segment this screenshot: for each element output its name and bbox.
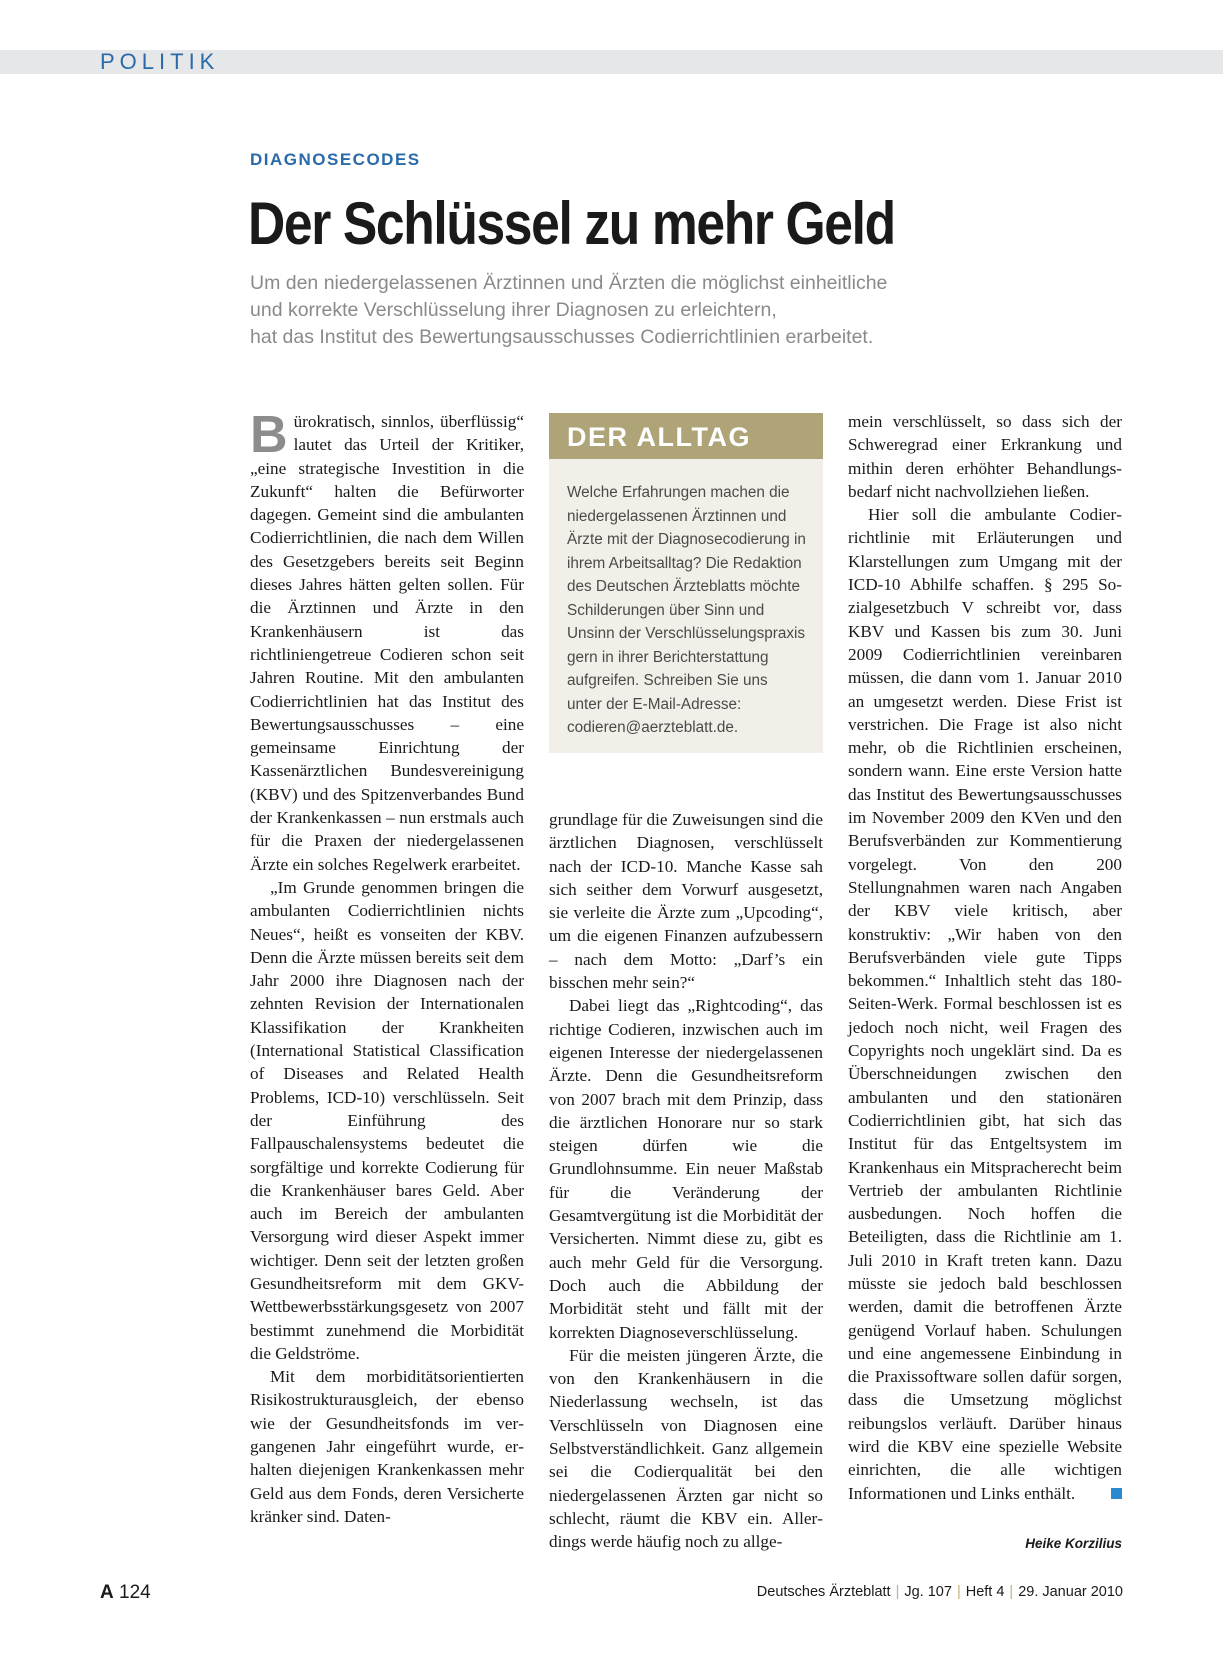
paragraph: „Im Grunde genommen bringen die ambulanten Codierrichtlinien nichts Neues“, heißt es vonseiten der KBV. Denn die Ärzte müssen bereits seit dem Jahr 2000 ihre Diagnosen nach der zehnten Revision der Internationalen Klassifikation der Krankheiten (International Statistical Classification of Diseases and Related Health Problems, ICD-10) verschlüsseln. Seit der Einführung des Fallpauschalensystems bedeutet die sorgfältige und korrekte Codierung für die Krankenhäuser bares Geld. Aber auch im Bereich der ambulanten Versorgung wird dieser Aspekt immer wichtiger. Denn seit der letzten großen Gesundheitsreform mit dem GKV-Wettbewerbsstärkungsgesetz von 2007 bestimmt zunehmend die Morbidität die Geldströme. <box>250 877 524 1363</box>
body-column-2 <box>549 808 823 1554</box>
paragraph: Mit dem morbiditätsorientierten Risikostrukturausgleich, der ebenso wie der Gesundheitsfonds im vergangenen Jahr eingeführt wurde, erhalten diejenigen Krankenkassen mehr Geld aus dem Fonds, deren Versicherte kränker sind. Daten- <box>250 1367 524 1526</box>
info-box-line: des Deutschen Ärzteblatts möchte <box>567 578 800 595</box>
article-lead <box>250 270 1070 351</box>
drop-cap: B <box>250 406 288 464</box>
info-box-line: niedergelassenen Ärztinnen und <box>567 507 787 525</box>
paragraph: Dabei liegt das „Rightcoding“, das richtige Codieren, inzwischen auch im eigenen Interesse der niedergelassenen Ärzte. Denn die Gesundheitsreform von 2007 brach mit dem Prinzip, dass die ärztlichen Honorare nur so stark steigen dürfen wie die Grundlohnsumme. Ein neuer Maßstab für die Veränderung der Gesamtvergütung ist die Morbidität der Versicherten. Nimmt diese zu, gibt es auch mehr Geld für die Versorgung. Doch auch die Abbildung der Morbidität steht und fällt mit der korrekten Diagnoseverschlüsselung. <box>549 996 823 1342</box>
info-box-email-link[interactable]: codieren@aerzteblatt.de. <box>567 719 739 736</box>
info-box-line: unter der E-Mail-Adresse: <box>567 695 742 713</box>
page-number <box>100 1582 151 1604</box>
info-box-line: gern in ihrer Berichterstattung <box>567 648 769 666</box>
paragraph: Für die meisten jüngeren Ärzte, die von den Krankenhäusern in die Niederlassung wechseln, ist das Verschlüsseln von Diagnosen eine Selbstverständlichkeit. Ganz allgemein sei die Codierqualität bei den niedergelassenen Ärzten gar nicht so schlecht, räumt die KBV ein. Allerdings werde häufig noch zu allge- <box>549 1345 823 1552</box>
page-prefix: A <box>100 1582 114 1603</box>
article-kicker: DIAGNOSECODES <box>250 150 421 169</box>
paragraph: mein verschlüsselt, so dass sich der Schweregrad einer Erkrankung und mithin deren erhöhter Behandlungsbedarf nicht nachvollziehen ließen. <box>848 412 1122 501</box>
paragraph-text: ürokratisch, sinnlos, überflüssig“ lautet das Urteil der Kritiker, „eine strategische Investition in die Zukunft“ halten die Befürworter dagegen. Gemeint sind die ambulanten Codierrichtlinien, die nach dem Willen des Gesetzgebers bereits seit Beginn dieses Jahres hätten gelten sollen. Für die Ärztinnen und Ärzte in den Krankenhäusern ist das richtliniengetreue Codieren schon seit Jahren Routine. Mit den ambulanten Codierrichtlinien hat das Institut des Bewertungsausschusses – eine gemeinsame Einrichtung der Kassenärztlichen Bundesvereinigung (KBV) und des Spitzenverbandes Bund der Krankenkassen – nun erstmals auch für die Praxen der niedergelassenen Ärzte ein solches Regelwerk erarbeitet. <box>250 412 524 874</box>
info-box-body <box>549 459 823 740</box>
author-byline: Heike Korzilius <box>1025 1536 1122 1551</box>
footer-separator: | <box>956 1584 961 1600</box>
lead-line: hat das Institut des Bewertungsausschusses Codierrichtlinien erarbeitet. <box>250 326 874 348</box>
paragraph-text: Hier soll die ambulante Codierrichtlinie mit Erläuterungen und Klarstellungen zum Umgang mit der ICD-10 Abhilfe schaffen. § 295 Sozialgesetzbuch V schreibt vor, dass KBV und Kassen bis zum 30. Juni 2009 Codierrichtlinien vereinbaren müssen, die dann vom 1. Januar 2010 an umgesetzt werden. Diese Frist ist verstrichen. Die Frage ist also nicht mehr, ob die Richtlinien erscheinen, sondern wann. Eine erste Version hatte das Institut des Bewertungsausschusses im November 2009 den KVen und den Berufsverbänden zur Kommentierung vorgelegt. Von den 200 Stellungnahmen waren nach Angaben der KBV viele kritisch, aber konstruktiv: „Wir haben von den Berufsverbänden viele gute Tipps bekommen.“ Inhaltlich steht das 180-Seiten-Werk. Formal beschlossen ist es jedoch noch nicht, weil Fragen des Copyrights noch ungeklärt sind. Da es Überschneidungen zwischen den ambulanten und den stationären Codierrichtlinien gibt, hat sich das Institut für das Entgeltsystem im Krankenhaus ein Mitspracherecht beim Vertrieb der ambulanten Richtlinie ausbedungen. Noch hoffen die Beteiligten, dass die Richtlinie am 1. Juli 2010 in Kraft treten kann. Dazu müsste sie jedoch bald beschlossen werden, damit die betroffenen Ärzte genügend Vorlauf haben. Schulungen und eine angemessene Einbindung in die Praxissoftware sollen dafür sorgen, dass die Umsetzung möglichst reibungslos verläuft. Darüber hinaus wird die KBV eine spezielle Website einrichten, die alle wichtigen Informationen und Links enthält. <box>848 505 1122 1503</box>
info-box-title: DER ALLTAG <box>549 413 823 459</box>
info-box-line: Welche Erfahrungen machen die <box>567 484 790 501</box>
body-column-3 <box>848 410 1122 1505</box>
paragraph <box>250 406 524 876</box>
publication-info <box>757 1584 1123 1600</box>
info-box-line: Ärzte mit der Diagnosecodierung in <box>567 531 806 548</box>
issue-date: 29. Januar 2010 <box>1018 1584 1123 1600</box>
publication-name: Deutsches Ärzteblatt <box>756 1584 891 1600</box>
paragraph: grundlage für die Zuweisungen sind die ärztlichen Diagnosen, verschlüsselt nach der ICD-10. Manche Kasse sah sich seither dem Vorwurf ausgesetzt, sie verleite die Ärzte zum „Upcoding“, um die eigenen Finanzen aufzubessern – nach dem Motto: „Darf’s ein bisschen mehr sein?“ <box>549 810 823 993</box>
lead-line: Um den niedergelassenen Ärztinnen und Ärzten die möglichst einheitliche <box>250 272 888 294</box>
paragraph <box>848 503 1122 1505</box>
info-box <box>549 413 823 753</box>
section-label: POLITIK <box>100 49 220 74</box>
body-column-1 <box>250 406 524 1528</box>
info-box-line: Unsinn der Verschlüsselungspraxis <box>567 625 806 642</box>
footer-separator: | <box>1009 1584 1014 1600</box>
info-box-line: ihrem Arbeitsalltag? Die Redaktion <box>567 554 802 572</box>
info-box-line: aufgreifen. Schreiben Sie uns <box>567 672 768 689</box>
info-box-line: Schilderungen über Sinn und <box>567 601 765 619</box>
volume: Jg. 107 <box>904 1584 952 1600</box>
page-number-value: 124 <box>119 1582 151 1603</box>
issue: Heft 4 <box>965 1584 1005 1600</box>
lead-line: und korrekte Verschlüsselung ihrer Diagnosen zu erleichtern, <box>250 299 777 321</box>
end-mark-icon <box>1111 1488 1122 1499</box>
footer-separator: | <box>895 1584 900 1600</box>
article-title: Der Schlüssel zu mehr Geld <box>248 190 895 257</box>
